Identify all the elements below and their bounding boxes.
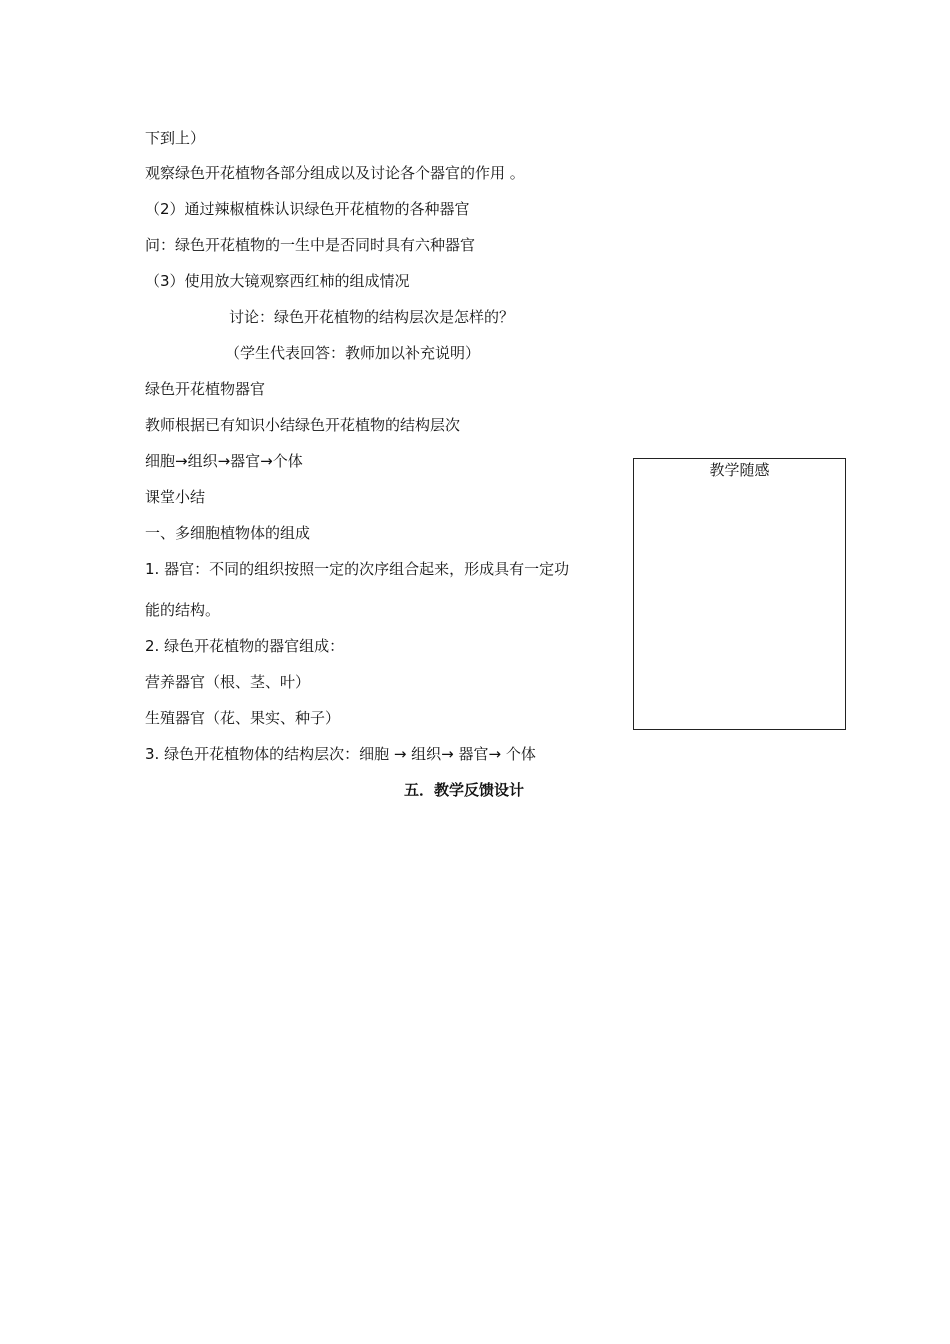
teaching-notes-title: 教学随感 [709,461,770,479]
text-line: 1. 器官：不同的组织按照一定的次序组合起来，形成具有一定功 [145,560,570,578]
text-line: 绿色开花植物器官 [145,380,266,398]
text-line: 教师根据已有知识小结绿色开花植物的结构层次 [145,416,461,434]
teaching-notes-box [633,458,846,730]
text-line: （3）使用放大镜观察西红柿的组成情况 [145,272,410,290]
text-line: 讨论：绿色开花植物的结构层次是怎样的？ [229,308,515,326]
text-line: 课堂小结 [145,488,206,506]
text-line: 生殖器官（花、果实、种子） [145,709,341,727]
text-line: （学生代表回答：教师加以补充说明） [225,344,481,362]
text-line: 一、多细胞植物体的组成 [145,524,311,542]
text-line: 观察绿色开花植物各部分组成以及讨论各个器官的作用 。 [145,164,525,182]
text-line: 3. 绿色开花植物体的结构层次：细胞 → 组织→ 器官→ 个体 [145,745,536,763]
text-line: 问：绿色开花植物的一生中是否同时具有六种器官 [145,236,476,254]
text-line: （2）通过辣椒植株认识绿色开花植物的各种器官 [145,200,470,218]
text-line: 细胞→组织→器官→个体 [145,452,303,470]
text-line: 2. 绿色开花植物的器官组成： [145,637,345,655]
section-heading: 五．教学反馈设计 [404,781,525,799]
text-line: 能的结构。 [145,601,221,619]
text-line: 下到上） [145,129,206,147]
text-line: 营养器官（根、茎、叶） [145,673,311,691]
